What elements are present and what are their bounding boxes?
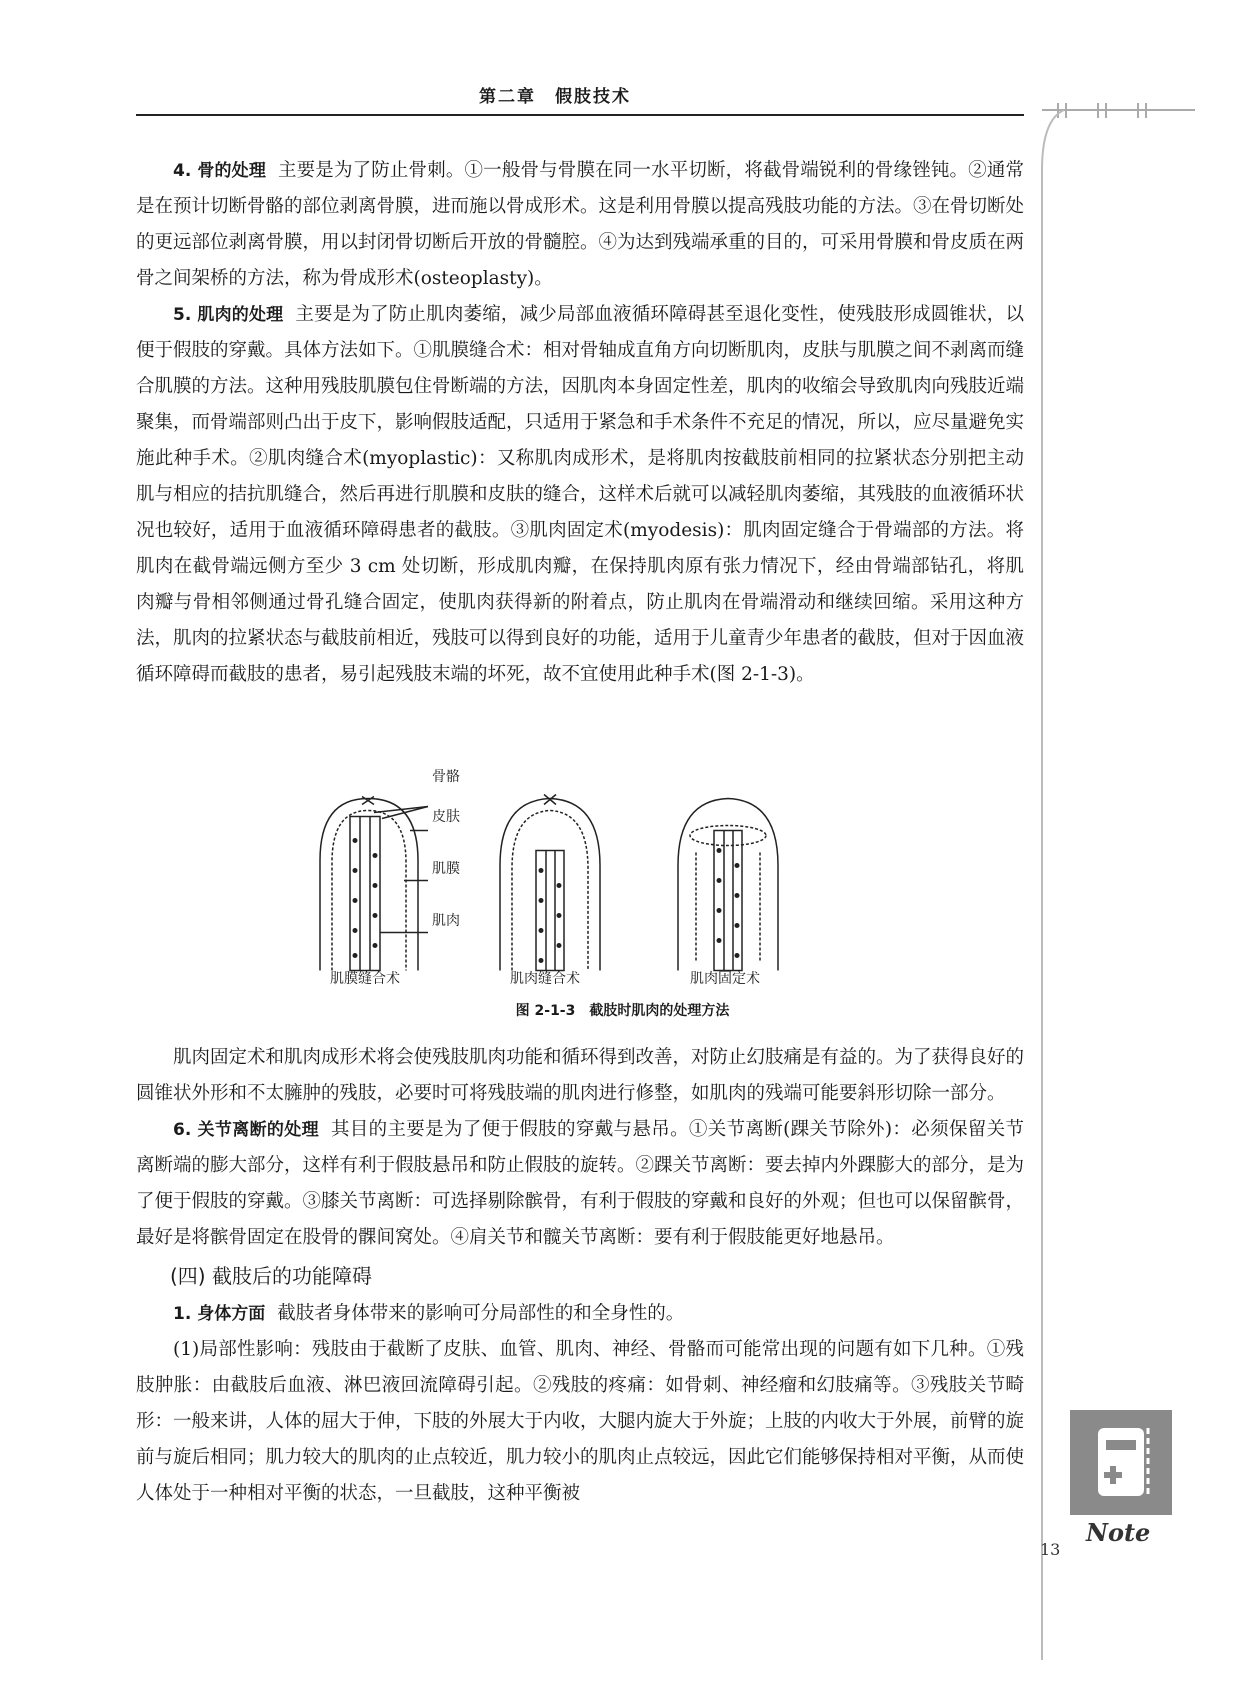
section-6-paragraph (136, 1112, 1024, 1256)
note-label: Note (1086, 1518, 1151, 1547)
page-number: 13 (1040, 1540, 1061, 1559)
local-effects-paragraph: (1)局部性影响：残肢由于截断了皮肤、血管、肌肉、神经、骨骼而可能常出现的问题有如下几种。①残肢肿胀：由截肢后血液、淋巴液回流障碍引起。②残肢的疼痛：如骨刺、神经瘤和幻肢痛等。③残肢关节畸形：一般来讲，人体的屈大于伸，下肢的外展大于内收，大腿内旋大于外旋；上肢的内收大于外展，前臂的旋前与旋后相同；肌力较大的肌肉的止点较近，肌力较小的肌肉止点较远，因此它们能够保持相对平衡，从而使人体处于一种相对平衡的状态，一旦截肢，这种平衡被 (136, 1339, 1025, 1504)
sublabel-myoplastic: 肌肉缝合术 (510, 971, 580, 987)
subsection-title: (四) 截肢后的功能障碍 (170, 1264, 372, 1288)
section-4-heading: 4. 骨的处理 (173, 161, 266, 181)
figure-caption: 图 2-1-3 截肢时肌肉的处理方法 (515, 1003, 730, 1019)
sublabel-fascia-suture: 肌膜缝合术 (330, 971, 400, 987)
section-5-paragraph (136, 297, 1024, 693)
section-5-text: 主要是为了防止肌肉萎缩，减少局部血液循环障碍甚至退化变性，使残肢形成圆锥状，以便于假肢的穿戴。具体方法如下。①肌膜缝合术：相对骨轴成直角方向切断肌肉，皮肤与肌膜之间不剥离而缝合肌膜的方法。这种用残肢肌膜包住骨断端的方法，因肌肉本身固定性差，肌肉的收缩会导致肌肉向残肢近端聚集，而骨端部则凸出于皮下，影响假肢适配，只适用于紧急和手术条件不充足的情况，所以，应尽量避免实施此种手术。②肌肉缝合术(myoplastic)：又称肌肉成形术，是将肌肉按截肢前相同的拉紧状态分别把主动肌与相应的拮抗肌缝合，然后再进行肌膜和皮肤的缝合，这样术后就可以减轻肌肉萎缩，其残肢的血液循环状况也较好，适用于血液循环障碍患者的截肢。③肌肉固定术(myodesis)：肌肉固定缝合于骨端部的方法。将肌肉在截骨端远侧方至少 3 cm 处切断，形成肌肉瓣，在保持肌肉原有张力情况下，经由骨端部钻孔，将肌肉瓣与骨相邻侧通过骨孔缝合固定，使肌肉获得新的附着点，防止肌肉在骨端滑动和继续回缩。采用这种方法，肌肉的拉紧状态与截肢前相近，残肢可以得到良好的功能，适用于儿童青少年患者的截肢，但对于因血液循环障碍而截肢的患者，易引起残肢末端的坏死，故不宜使用此种手术(图 2-1-3)。 (136, 304, 1025, 685)
chapter-header: 第二章 假肢技术 (479, 87, 631, 107)
note-icon (1070, 1410, 1172, 1515)
body-1-text: 截肢者身体带来的影响可分局部性的和全身性的。 (277, 1303, 685, 1324)
section-4-paragraph (136, 153, 1024, 297)
label-fascia: 肌膜 (432, 861, 460, 877)
main-text-bottom (136, 1040, 1024, 1512)
main-text-top (136, 153, 1024, 693)
section-5-heading: 5. 肌肉的处理 (173, 305, 284, 325)
sublabel-myodesis: 肌肉固定术 (690, 971, 760, 987)
body-1-paragraph (136, 1296, 1024, 1332)
label-bone: 骨骼 (432, 769, 460, 785)
section-4-text: 主要是为了防止骨刺。①一般骨与骨膜在同一水平切断，将截骨端锐利的骨缘锉钝。②通常是在预计切断骨骼的部位剥离骨膜，进而施以骨成形术。这是利用骨膜以提高残肢功能的方法。③在骨切断处的更远部位剥离骨膜，用以封闭骨切断后开放的骨髓腔。④为达到残端承重的目的，可采用骨膜和骨皮质在两骨之间架桥的方法，称为骨成形术(osteoplasty)。 (136, 160, 1025, 289)
figure-panel-myoplastic (500, 795, 600, 971)
figure-panel-myodesis (678, 799, 778, 971)
label-skin: 皮肤 (432, 809, 460, 825)
label-muscle: 肌肉 (432, 913, 460, 929)
body-1-heading: 1. 身体方面 (173, 1304, 266, 1324)
section-6-text: 其目的主要是为了便于假肢的穿戴与悬吊。①关节离断(踝关节除外)：必须保留关节离断端的膨大部分，这样有利于假肢悬吊和防止假肢的旋转。②踝关节离断：要去掉内外踝膨大的部分，是为了便于假肢的穿戴。③膝关节离断：可选择剔除髌骨，有利于假肢的穿戴和良好的外观；但也可以保留髌骨，最好是将髌骨固定在股骨的髁间窝处。④肩关节和髋关节离断：要有利于假肢能更好地悬吊。 (136, 1119, 1025, 1248)
paragraph-after-figure: 肌肉固定术和肌肉成形术将会使残肢肌肉功能和循环得到改善，对防止幻肢痛是有益的。为了获得良好的圆锥状外形和不太臃肿的残肢，必要时可将残肢端的肌肉进行修整，如肌肉的残端可能要斜形切除一部分。 (136, 1047, 1025, 1104)
section-6-heading: 6. 关节离断的处理 (173, 1120, 319, 1140)
